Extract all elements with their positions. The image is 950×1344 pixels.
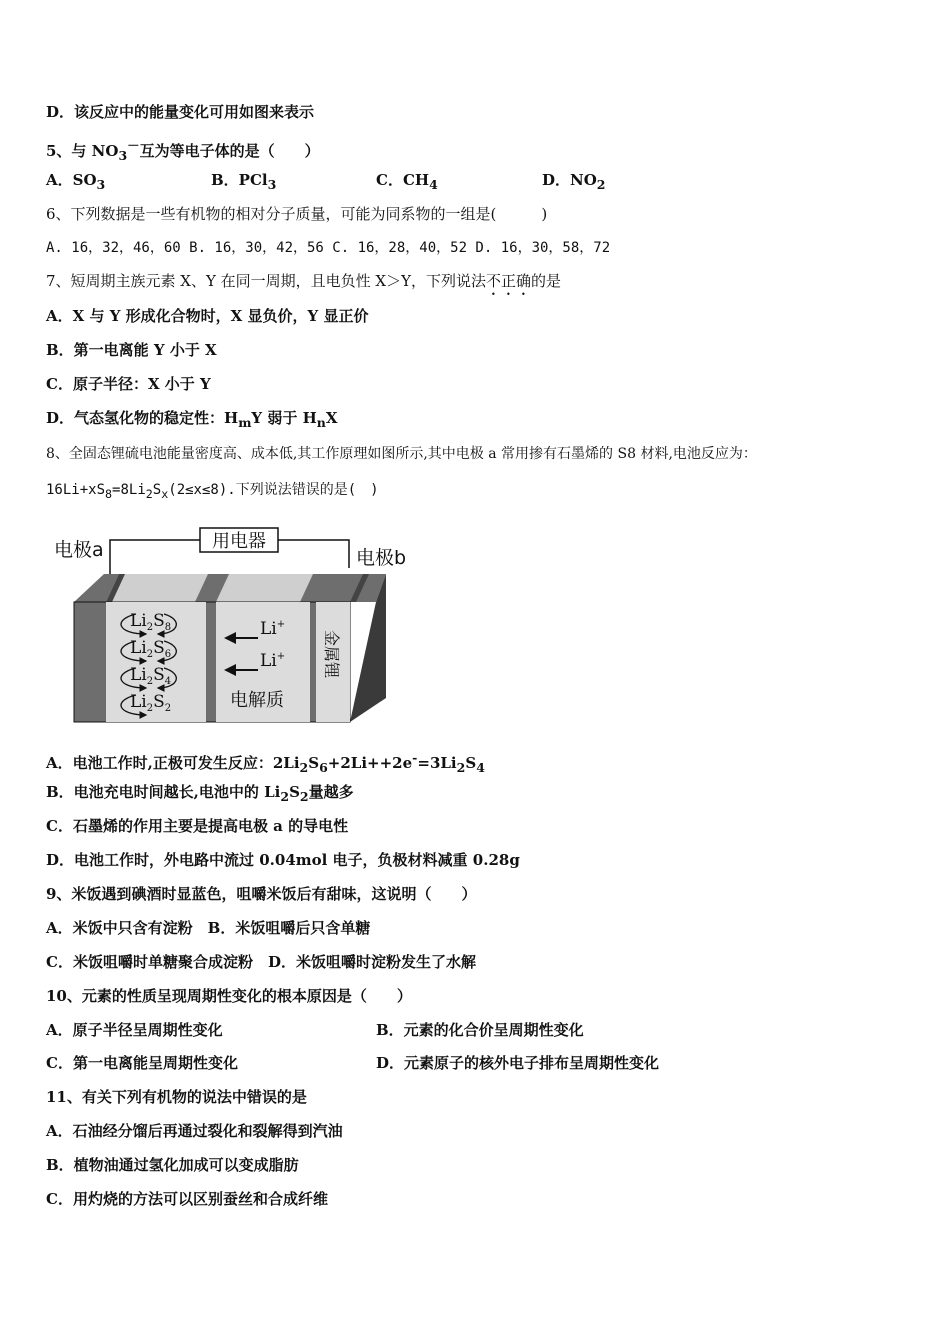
wire-left bbox=[110, 540, 200, 576]
q10-option-d: D．元素原子的核外电子排布呈周期性变化 bbox=[376, 1054, 660, 1072]
species-li2s2: $Li_2S_2$ bbox=[130, 692, 172, 714]
q7-option-d: D．气态氢化物的稳定性：$H_mY$ 弱于 $H_nX$ bbox=[46, 409, 338, 430]
q11-option-c: C．用灼烧的方法可以区别蚕丝和合成纤维 bbox=[46, 1190, 328, 1208]
species-li2s4: $Li_2S_4$ bbox=[130, 665, 172, 687]
battery-diagram bbox=[46, 522, 416, 728]
q5-option-d: D．$NO_2$ bbox=[542, 171, 606, 192]
q11-stem: 11、有关下列有机物的说法中错误的是 bbox=[46, 1088, 307, 1106]
q8-option-b: B．电池充电时间越长,电池中的 $Li_2S_2$量越多 bbox=[46, 783, 354, 804]
q8-option-a: A．电池工作时,正极可发生反应：$2Li_2S_6+2Li++2e^-=3Li_2S_4$ bbox=[46, 750, 485, 775]
q10-options-row2 bbox=[46, 1053, 926, 1073]
metal-lithium-label: 金属锂 bbox=[322, 630, 341, 679]
species-li2s8: $Li_2S_8$ bbox=[130, 611, 172, 633]
q6-stem: 6、下列数据是一些有机物的相对分子质量，可能为同系物的一组是( ) bbox=[46, 205, 548, 223]
top-electrolyte bbox=[216, 574, 313, 602]
q8-option-c: C．石墨烯的作用主要是提高电极 a 的导电性 bbox=[46, 817, 349, 835]
q7-option-b: B．第一电离能 Y 小于 X bbox=[46, 341, 217, 359]
wire-right bbox=[278, 540, 349, 568]
q4-option-d: D．该反应中的能量变化可用如图来表示 bbox=[46, 103, 315, 121]
ion-li-1: Li+ bbox=[260, 619, 286, 639]
electrolyte-label: 电解质 bbox=[230, 690, 284, 711]
q8-equation: $16Li+xS_8=8Li_2S_x(2\le x\le 8)$.下列说法错误的是( ) bbox=[46, 482, 379, 501]
q10-options-row1 bbox=[46, 1020, 926, 1040]
q5-option-b: B．PCl$_3$ bbox=[211, 171, 277, 192]
q9-options-row2: C．米饭咀嚼时单糖聚合成淀粉 D．米饭咀嚼时淀粉发生了水解 bbox=[46, 953, 476, 971]
q9-stem: 9、米饭遇到碘酒时显蓝色，咀嚼米饭后有甜味，这说明（ ） bbox=[46, 885, 477, 903]
q5-option-c: C．$CH_4$ bbox=[376, 171, 438, 192]
q7-option-c: C．原子半径：X 小于 Y bbox=[46, 375, 211, 393]
electrode-b-label: 电极b bbox=[356, 547, 407, 569]
q7-option-a: A．X 与 Y 形成化合物时，X 显负价，Y 显正价 bbox=[46, 307, 369, 325]
device-label: 用电器 bbox=[212, 531, 266, 552]
q8-option-d: D．电池工作时，外电路中流过 0.04mol 电子，负极材料减重 0.28g bbox=[46, 851, 520, 869]
q5-option-a: A．$SO_3$ bbox=[46, 171, 106, 192]
species-li2s6: $Li_2S_6$ bbox=[130, 638, 172, 660]
q10-stem: 10、元素的性质呈现周期性变化的根本原因是（ ） bbox=[46, 987, 412, 1005]
q5-options bbox=[46, 170, 926, 190]
q11-option-a: A．石油经分馏后再通过裂化和裂解得到汽油 bbox=[46, 1122, 343, 1140]
q11-option-b: B．植物油通过氢化加成可以变成脂肪 bbox=[46, 1156, 299, 1174]
q10-option-a: A．原子半径呈周期性变化 bbox=[46, 1021, 223, 1039]
q6-options: A. 16，32，46，60 B. 16，30，42，56 C. 16，28，40，52 D. 16，30，58，72 bbox=[46, 240, 611, 256]
ion-li-2: Li+ bbox=[260, 651, 286, 671]
q8-stem: 8、全固态锂硫电池能量密度高、成本低,其工作原理如图所示,其中电极 a 常用掺有石墨烯的 S8 材料,电池反应为： bbox=[46, 446, 757, 462]
q10-option-b: B．元素的化合价呈周期性变化 bbox=[376, 1021, 584, 1039]
q5-stem: 5、与 $NO_3^-$互为等电子体的是（ ） bbox=[46, 138, 320, 163]
q10-option-c: C．第一电离能呈周期性变化 bbox=[46, 1054, 238, 1072]
electrode-a-label: 电极a bbox=[54, 539, 104, 561]
q7-stem: 7、短周期主族元素 X、Y 在同一周期，且电负性 X＞Y，下列说法不正确的是 bbox=[46, 272, 562, 290]
q9-options-row1: A．米饭中只含有淀粉 B．米饭咀嚼后只含单糖 bbox=[46, 919, 371, 937]
